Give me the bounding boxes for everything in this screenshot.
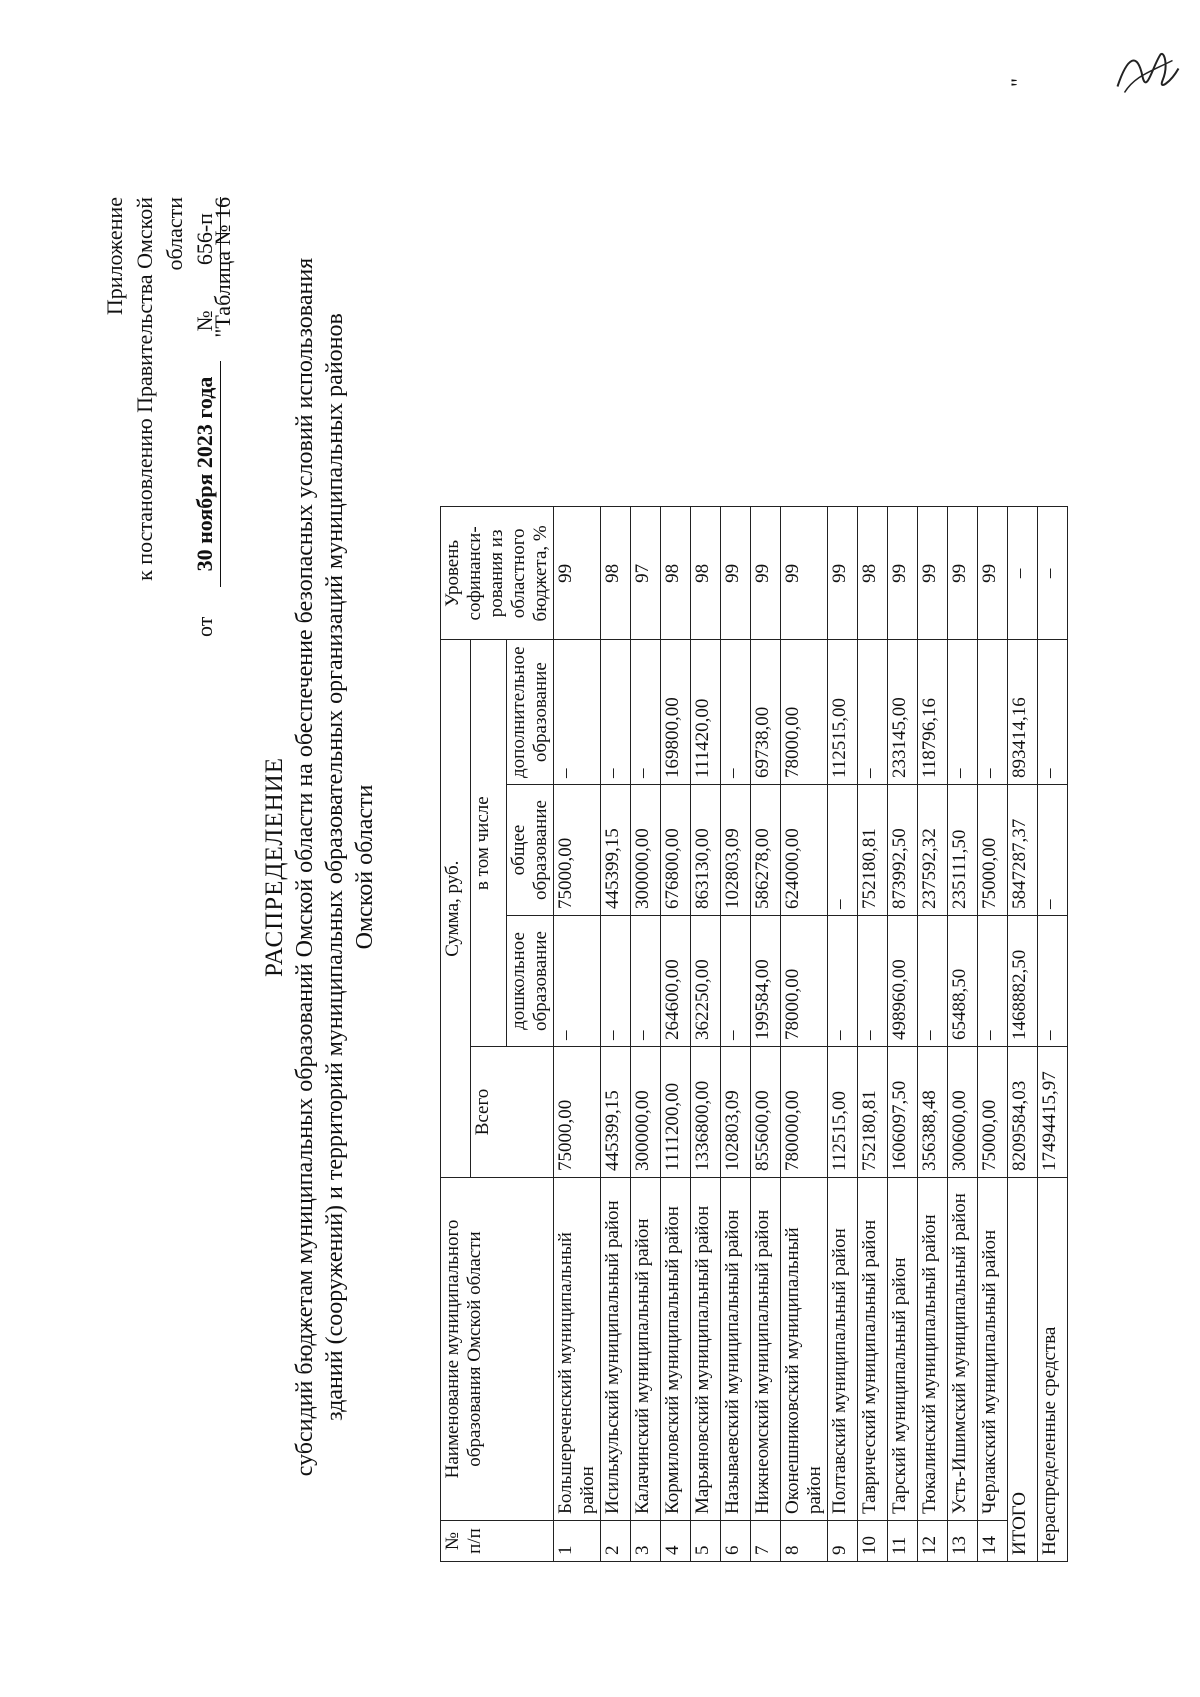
header-additional: дополнительное образование: [507, 640, 554, 785]
row-total: 1111200,00: [661, 1047, 691, 1178]
row-additional: –: [601, 640, 631, 785]
row-rate: 99: [828, 507, 858, 640]
total-sum: 8209584,03: [1008, 1047, 1038, 1178]
row-preschool: –: [978, 916, 1008, 1047]
row-rate: 99: [888, 507, 918, 640]
total-general: 5847287,37: [1008, 785, 1038, 916]
row-total: 300600,00: [948, 1047, 978, 1178]
row-no: 8: [781, 1521, 828, 1562]
header-including: в том числе: [471, 640, 507, 1047]
total-additional: 893414,16: [1008, 640, 1038, 785]
row-no: 9: [828, 1521, 858, 1562]
undistributed-sum: 17494415,97: [1038, 1047, 1068, 1178]
row-rate: 97: [631, 507, 661, 640]
row-name: Тарский муниципальный район: [888, 1178, 918, 1521]
heading-line-3: Омской области: [352, 784, 378, 950]
row-no: 11: [888, 1521, 918, 1562]
row-rate: 98: [661, 507, 691, 640]
undistributed-row: [1038, 507, 1068, 1562]
total-row: [1008, 507, 1038, 1562]
row-general: 873992,50: [888, 785, 918, 916]
row-total: 112515,00: [828, 1047, 858, 1178]
row-name: Нижнеомский муниципальный район: [751, 1178, 781, 1521]
row-name: Оконешниковский муниципальный район: [781, 1178, 828, 1521]
row-total: 780000,00: [781, 1047, 828, 1178]
row-preschool: –: [631, 916, 661, 1047]
row-name: Таврический муниципальный район: [858, 1178, 888, 1521]
row-preschool: –: [554, 916, 601, 1047]
row-additional: –: [554, 640, 601, 785]
row-total: 300000,00: [631, 1047, 661, 1178]
row-no: 1: [554, 1521, 601, 1562]
header-sum: Сумма, руб.: [441, 640, 471, 1178]
total-label: ИТОГО: [1008, 1178, 1038, 1562]
row-no: 2: [601, 1521, 631, 1562]
header-rate: Уровень софинанси-рования из областного бюджета, %: [441, 507, 554, 640]
row-total: 752180,81: [858, 1047, 888, 1178]
row-name: Усть-Ишимский муниципальный район: [948, 1178, 978, 1521]
row-rate: 99: [978, 507, 1008, 640]
resolution-number: 656-п: [190, 197, 221, 281]
row-additional: 111420,00: [691, 640, 721, 785]
table-body: [554, 507, 1068, 1562]
row-rate: 98: [858, 507, 888, 640]
closing-quote: ": [1006, 78, 1031, 87]
row-total: 75000,00: [978, 1047, 1008, 1178]
row-name: Калачинский муниципальный район: [631, 1178, 661, 1521]
header-name: Наименование муниципального образования Омской области: [441, 1178, 554, 1521]
row-rate: 99: [918, 507, 948, 640]
table-row: [751, 507, 781, 1562]
row-general: 235111,50: [948, 785, 978, 916]
row-no: 6: [721, 1521, 751, 1562]
table-row: [631, 507, 661, 1562]
row-name: Исилькульский муниципальный район: [601, 1178, 631, 1521]
row-general: 863130,00: [691, 785, 721, 916]
undistributed-additional: –: [1038, 640, 1068, 785]
distribution-table: [440, 506, 1068, 1562]
row-additional: –: [948, 640, 978, 785]
header-total: Всего: [471, 1047, 554, 1178]
row-preschool: 78000,00: [781, 916, 828, 1047]
row-general: 300000,00: [631, 785, 661, 916]
row-name: Большереченский муниципальный район: [554, 1178, 601, 1521]
row-preschool: 498960,00: [888, 916, 918, 1047]
table-row: [781, 507, 828, 1562]
row-preschool: –: [918, 916, 948, 1047]
row-additional: –: [721, 640, 751, 785]
table-row: [858, 507, 888, 1562]
row-no: 14: [978, 1521, 1008, 1562]
row-rate: 98: [691, 507, 721, 640]
heading-title: РАСПРЕДЕЛЕНИЕ: [261, 756, 288, 978]
row-general: 586278,00: [751, 785, 781, 916]
row-preschool: 199584,00: [751, 916, 781, 1047]
row-general: 237592,32: [918, 785, 948, 916]
table-row: [828, 507, 858, 1562]
appendix-block: [100, 197, 221, 637]
row-no: 10: [858, 1521, 888, 1562]
row-general: 75000,00: [554, 785, 601, 916]
row-general: 102803,09: [721, 785, 751, 916]
row-no: 5: [691, 1521, 721, 1562]
total-preschool: 1468882,50: [1008, 916, 1038, 1047]
row-no: 4: [661, 1521, 691, 1562]
appendix-reference: к постановлению Правительства Омской области: [132, 197, 187, 581]
row-additional: –: [631, 640, 661, 785]
table-number: "Таблица № 16: [210, 197, 235, 338]
undistributed-preschool: –: [1038, 916, 1068, 1047]
table-row: [601, 507, 631, 1562]
row-preschool: 362250,00: [691, 916, 721, 1047]
table-row: [888, 507, 918, 1562]
signature-mark: [1113, 47, 1183, 102]
row-total: 102803,09: [721, 1047, 751, 1178]
row-no: 12: [918, 1521, 948, 1562]
row-preschool: –: [858, 916, 888, 1047]
table-row: [978, 507, 1008, 1562]
table-row: [661, 507, 691, 1562]
row-name: Называевский муниципальный район: [721, 1178, 751, 1521]
row-general: 676800,00: [661, 785, 691, 916]
header-general: общее образование: [507, 785, 554, 916]
row-additional: 118796,16: [918, 640, 948, 785]
document-heading: [260, 167, 380, 1567]
row-additional: 112515,00: [828, 640, 858, 785]
row-rate: 99: [751, 507, 781, 640]
row-additional: 233145,00: [888, 640, 918, 785]
from-label: от: [192, 616, 217, 637]
row-name: Кормиловский муниципальный район: [661, 1178, 691, 1521]
number-label: №: [192, 310, 217, 332]
row-preschool: 65488,50: [948, 916, 978, 1047]
row-name: Полтавский муниципальный район: [828, 1178, 858, 1521]
row-rate: 99: [948, 507, 978, 640]
table-row: [721, 507, 751, 1562]
table-row: [948, 507, 978, 1562]
header-preschool: дошкольное образование: [507, 916, 554, 1047]
row-no: 7: [751, 1521, 781, 1562]
resolution-date: 30 ноября 2023 года: [190, 361, 221, 588]
heading-line-2: зданий (сооружений) и территорий муниципальных образовательных организаций муниципальных районов: [322, 313, 348, 1421]
row-rate: 99: [554, 507, 601, 640]
row-total: 75000,00: [554, 1047, 601, 1178]
row-no: 3: [631, 1521, 661, 1562]
row-total: 1336800,00: [691, 1047, 721, 1178]
row-preschool: –: [828, 916, 858, 1047]
undistributed-rate: –: [1038, 507, 1068, 640]
row-additional: –: [978, 640, 1008, 785]
row-additional: 69738,00: [751, 640, 781, 785]
row-total: 1606097,50: [888, 1047, 918, 1178]
header-no: № п/п: [441, 1521, 554, 1562]
table-row: [691, 507, 721, 1562]
row-preschool: –: [721, 916, 751, 1047]
row-additional: 169800,00: [661, 640, 691, 785]
row-general: 624000,00: [781, 785, 828, 916]
table-row: [554, 507, 601, 1562]
row-preschool: 264600,00: [661, 916, 691, 1047]
row-rate: 99: [721, 507, 751, 640]
appendix-title: Приложение: [102, 197, 127, 316]
undistributed-general: –: [1038, 785, 1068, 916]
row-total: 356388,48: [918, 1047, 948, 1178]
row-total: 855600,00: [751, 1047, 781, 1178]
table-row: [918, 507, 948, 1562]
heading-line-1: субсидий бюджетам муниципальных образований Омской области на обеспечение безопасных условий использования: [292, 257, 318, 1477]
row-additional: 78000,00: [781, 640, 828, 785]
row-name: Черлакский муниципальный район: [978, 1178, 1008, 1521]
row-general: 445399,15: [601, 785, 631, 916]
row-general: 75000,00: [978, 785, 1008, 916]
row-name: Тюкалинский муниципальный район: [918, 1178, 948, 1521]
row-preschool: –: [601, 916, 631, 1047]
row-rate: 98: [601, 507, 631, 640]
row-additional: –: [858, 640, 888, 785]
row-rate: 99: [781, 507, 828, 640]
row-no: 13: [948, 1521, 978, 1562]
undistributed-label: Нераспределенные средства: [1038, 1178, 1068, 1562]
total-rate: –: [1008, 507, 1038, 640]
row-general: 752180,81: [858, 785, 888, 916]
row-general: –: [828, 785, 858, 916]
row-total: 445399,15: [601, 1047, 631, 1178]
row-name: Марьяновский муниципальный район: [691, 1178, 721, 1521]
